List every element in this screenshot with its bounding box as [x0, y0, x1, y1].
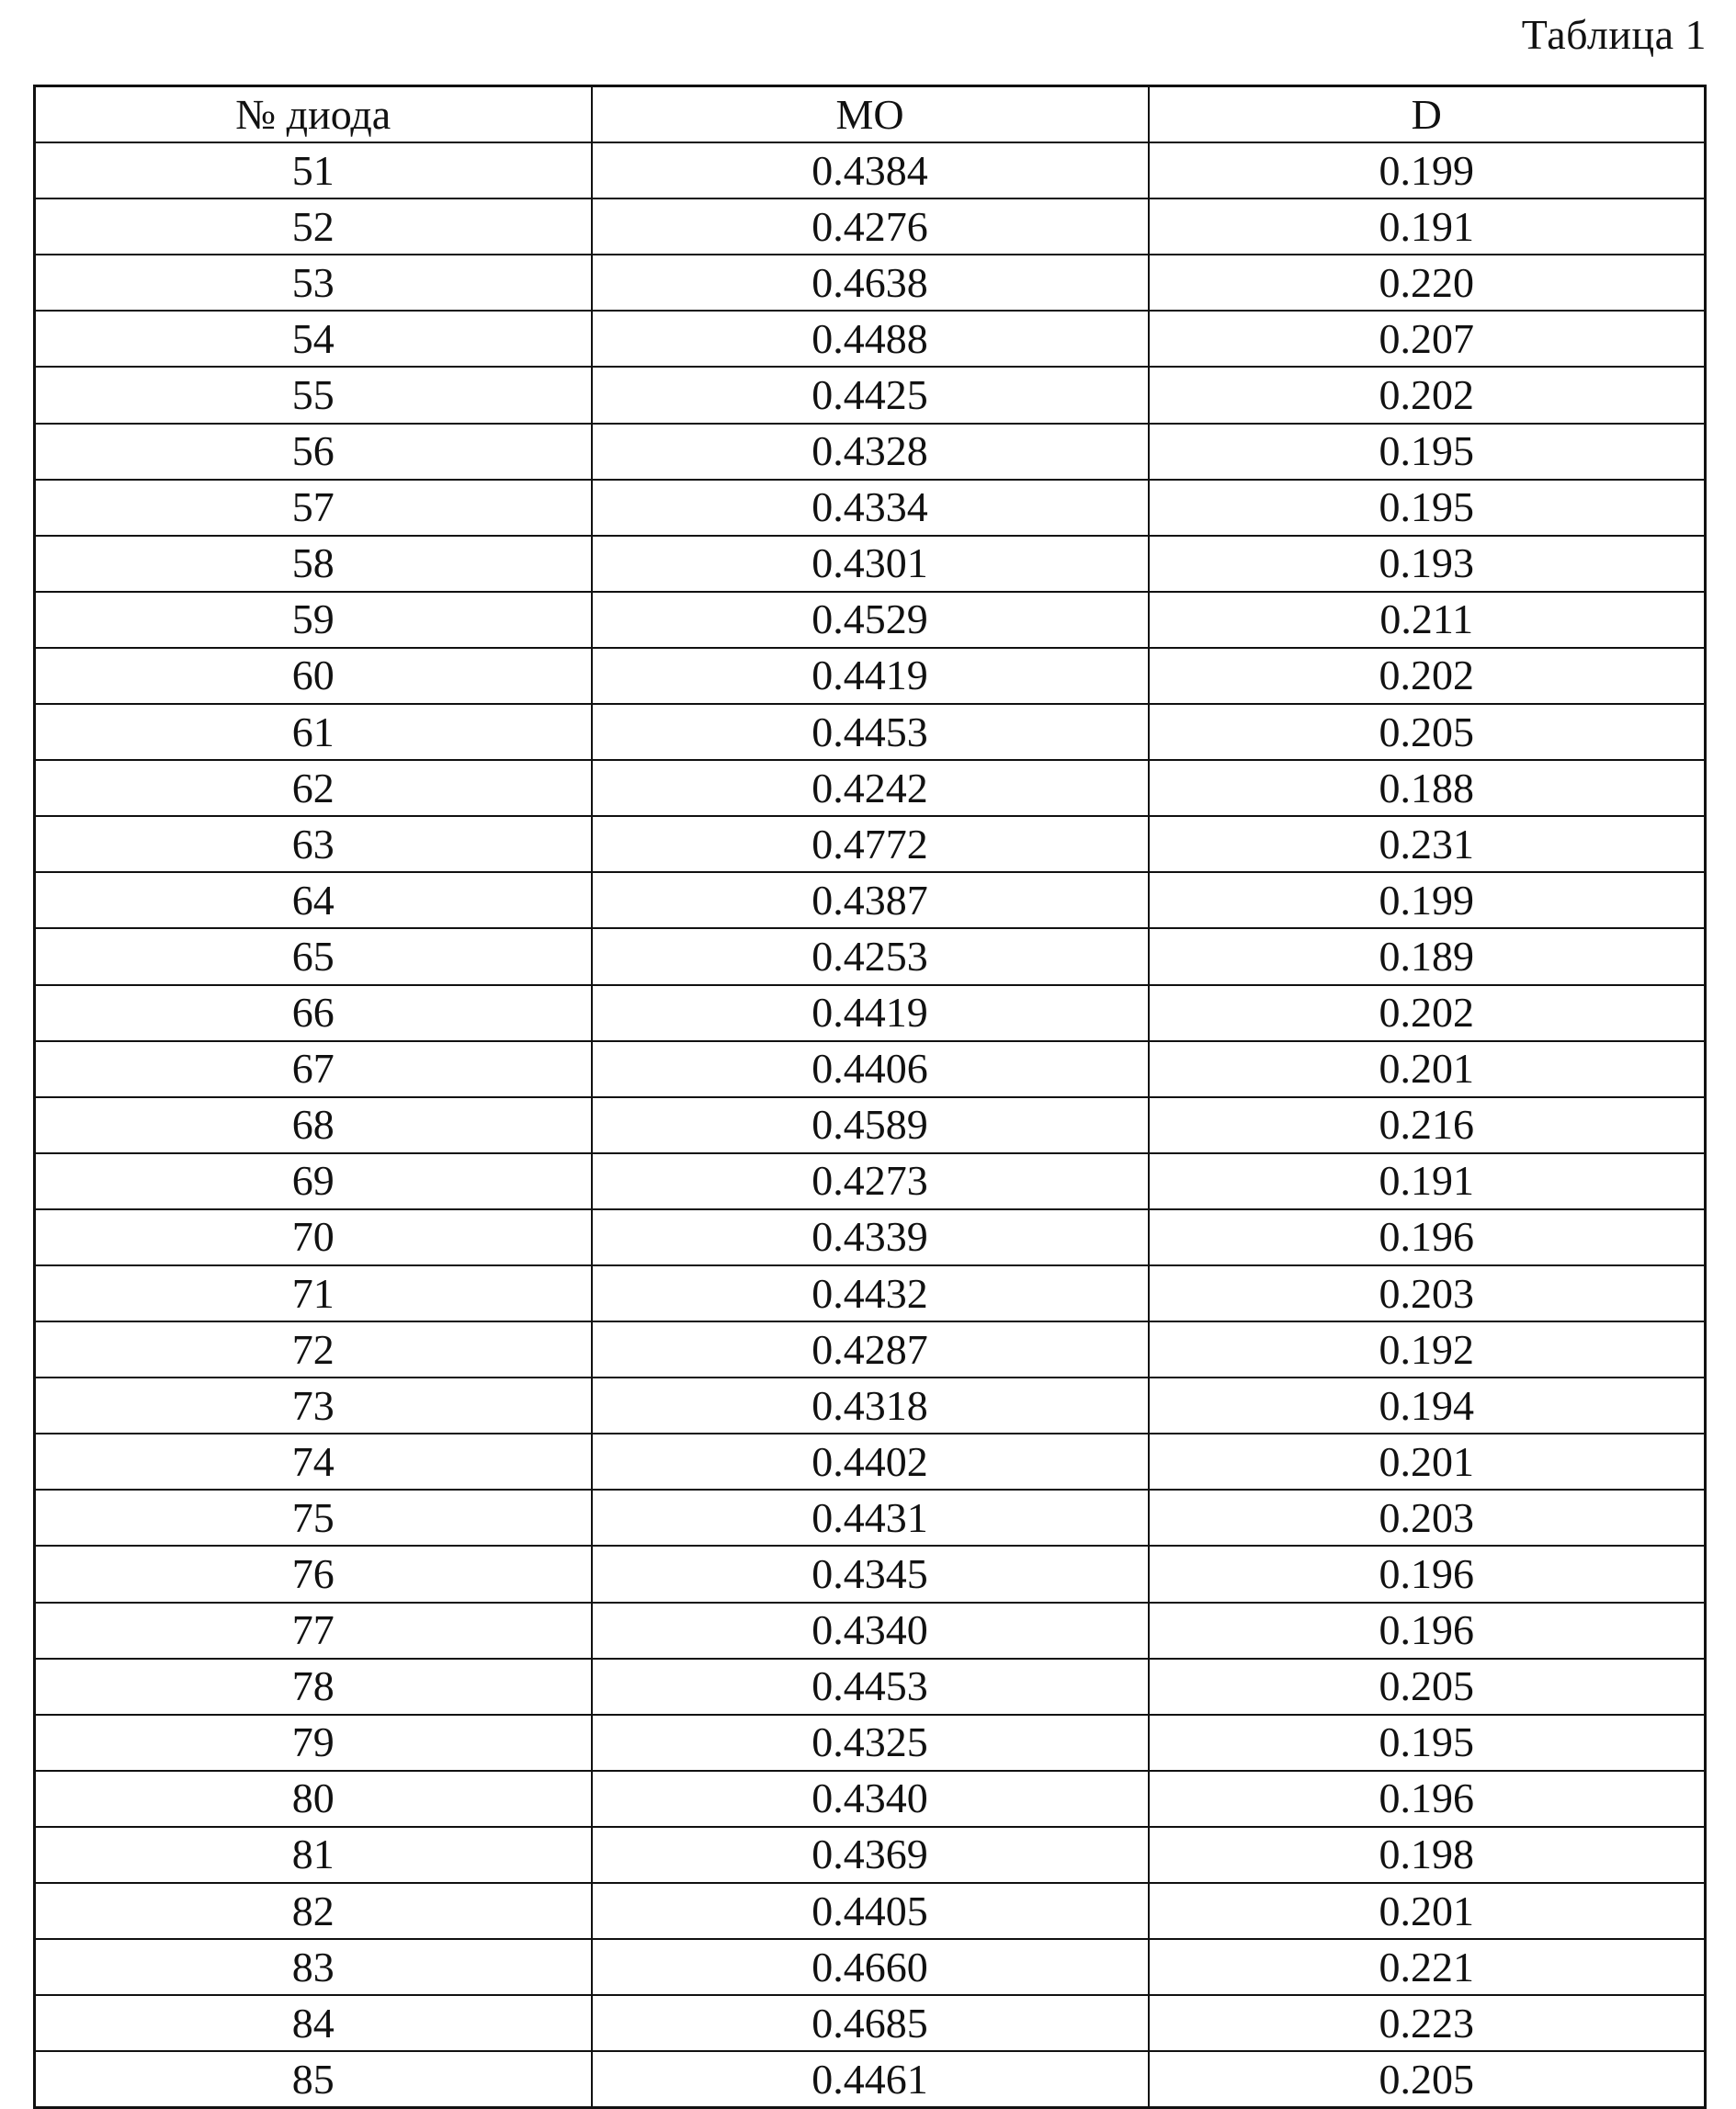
cell-d: 0.205	[1149, 704, 1706, 760]
cell-diode-number: 54	[35, 311, 592, 367]
cell-mo: 0.4405	[592, 1883, 1149, 1939]
cell-diode-number: 57	[35, 480, 592, 536]
cell-d: 0.223	[1149, 1995, 1706, 2051]
table-row	[35, 928, 1706, 984]
table-row	[35, 1883, 1706, 1939]
cell-d: 0.211	[1149, 592, 1706, 648]
cell-mo: 0.4339	[592, 1209, 1149, 1265]
cell-mo: 0.4589	[592, 1097, 1149, 1153]
cell-diode-number: 82	[35, 1883, 592, 1939]
diode-table	[33, 85, 1707, 2109]
cell-d: 0.191	[1149, 198, 1706, 255]
table-row	[35, 816, 1706, 872]
table-header-row	[35, 86, 1706, 143]
table-row	[35, 1434, 1706, 1490]
cell-d: 0.203	[1149, 1265, 1706, 1321]
cell-d: 0.198	[1149, 1827, 1706, 1883]
cell-d: 0.195	[1149, 1715, 1706, 1771]
cell-diode-number: 53	[35, 255, 592, 311]
cell-diode-number: 51	[35, 142, 592, 198]
table-body	[35, 142, 1706, 2108]
cell-diode-number: 65	[35, 928, 592, 984]
cell-d: 0.202	[1149, 648, 1706, 704]
cell-diode-number: 59	[35, 592, 592, 648]
table-row	[35, 1378, 1706, 1434]
cell-mo: 0.4431	[592, 1490, 1149, 1546]
cell-diode-number: 79	[35, 1715, 592, 1771]
header-mo: МО	[592, 86, 1149, 143]
cell-diode-number: 56	[35, 424, 592, 480]
table-row	[35, 2051, 1706, 2108]
cell-d: 0.189	[1149, 928, 1706, 984]
cell-diode-number: 60	[35, 648, 592, 704]
cell-mo: 0.4772	[592, 816, 1149, 872]
table-row	[35, 142, 1706, 198]
cell-diode-number: 71	[35, 1265, 592, 1321]
cell-mo: 0.4242	[592, 760, 1149, 816]
cell-mo: 0.4325	[592, 1715, 1149, 1771]
table-row	[35, 872, 1706, 928]
table-row	[35, 1659, 1706, 1715]
table-row	[35, 367, 1706, 423]
cell-diode-number: 77	[35, 1603, 592, 1659]
table-row	[35, 198, 1706, 255]
header-diode-number: № диода	[35, 86, 592, 143]
table-row	[35, 1097, 1706, 1153]
cell-mo: 0.4453	[592, 704, 1149, 760]
cell-d: 0.201	[1149, 1434, 1706, 1490]
table-row	[35, 1771, 1706, 1827]
table-row	[35, 985, 1706, 1041]
table-row	[35, 1715, 1706, 1771]
cell-mo: 0.4318	[592, 1378, 1149, 1434]
cell-mo: 0.4345	[592, 1546, 1149, 1602]
cell-diode-number: 74	[35, 1434, 592, 1490]
cell-d: 0.196	[1149, 1546, 1706, 1602]
cell-mo: 0.4340	[592, 1603, 1149, 1659]
cell-diode-number: 62	[35, 760, 592, 816]
cell-mo: 0.4461	[592, 2051, 1149, 2108]
cell-d: 0.199	[1149, 142, 1706, 198]
cell-d: 0.216	[1149, 1097, 1706, 1153]
cell-mo: 0.4340	[592, 1771, 1149, 1827]
table-row	[35, 1939, 1706, 1995]
cell-d: 0.195	[1149, 424, 1706, 480]
cell-diode-number: 81	[35, 1827, 592, 1883]
header-d: D	[1149, 86, 1706, 143]
cell-d: 0.203	[1149, 1490, 1706, 1546]
cell-diode-number: 69	[35, 1153, 592, 1209]
cell-diode-number: 85	[35, 2051, 592, 2108]
cell-mo: 0.4488	[592, 311, 1149, 367]
cell-mo: 0.4425	[592, 367, 1149, 423]
cell-d: 0.205	[1149, 2051, 1706, 2108]
cell-mo: 0.4419	[592, 648, 1149, 704]
cell-diode-number: 58	[35, 536, 592, 592]
cell-diode-number: 78	[35, 1659, 592, 1715]
cell-d: 0.221	[1149, 1939, 1706, 1995]
cell-mo: 0.4287	[592, 1321, 1149, 1378]
cell-diode-number: 61	[35, 704, 592, 760]
table-row	[35, 255, 1706, 311]
cell-mo: 0.4387	[592, 872, 1149, 928]
table-row	[35, 1041, 1706, 1097]
cell-diode-number: 52	[35, 198, 592, 255]
cell-d: 0.199	[1149, 872, 1706, 928]
cell-diode-number: 68	[35, 1097, 592, 1153]
cell-diode-number: 64	[35, 872, 592, 928]
table-row	[35, 480, 1706, 536]
cell-d: 0.220	[1149, 255, 1706, 311]
table-row	[35, 648, 1706, 704]
table-row	[35, 1546, 1706, 1602]
cell-mo: 0.4273	[592, 1153, 1149, 1209]
cell-diode-number: 66	[35, 985, 592, 1041]
cell-diode-number: 67	[35, 1041, 592, 1097]
cell-mo: 0.4453	[592, 1659, 1149, 1715]
cell-mo: 0.4276	[592, 198, 1149, 255]
table-row	[35, 311, 1706, 367]
table-caption: Таблица 1	[1522, 7, 1707, 62]
cell-mo: 0.4529	[592, 592, 1149, 648]
cell-d: 0.188	[1149, 760, 1706, 816]
table-row	[35, 1603, 1706, 1659]
table-row	[35, 1209, 1706, 1265]
cell-mo: 0.4301	[592, 536, 1149, 592]
cell-d: 0.205	[1149, 1659, 1706, 1715]
cell-d: 0.201	[1149, 1883, 1706, 1939]
cell-d: 0.202	[1149, 367, 1706, 423]
cell-mo: 0.4432	[592, 1265, 1149, 1321]
table-row	[35, 1321, 1706, 1378]
cell-d: 0.202	[1149, 985, 1706, 1041]
cell-d: 0.207	[1149, 311, 1706, 367]
cell-mo: 0.4660	[592, 1939, 1149, 1995]
cell-mo: 0.4328	[592, 424, 1149, 480]
cell-diode-number: 75	[35, 1490, 592, 1546]
cell-mo: 0.4334	[592, 480, 1149, 536]
cell-d: 0.196	[1149, 1771, 1706, 1827]
table-row	[35, 1827, 1706, 1883]
table-row	[35, 1153, 1706, 1209]
cell-mo: 0.4638	[592, 255, 1149, 311]
table-row	[35, 1490, 1706, 1546]
cell-d: 0.194	[1149, 1378, 1706, 1434]
cell-diode-number: 73	[35, 1378, 592, 1434]
cell-d: 0.191	[1149, 1153, 1706, 1209]
cell-diode-number: 83	[35, 1939, 592, 1995]
table-row	[35, 536, 1706, 592]
cell-d: 0.192	[1149, 1321, 1706, 1378]
table-row	[35, 704, 1706, 760]
cell-diode-number: 84	[35, 1995, 592, 2051]
cell-d: 0.231	[1149, 816, 1706, 872]
cell-diode-number: 76	[35, 1546, 592, 1602]
cell-mo: 0.4402	[592, 1434, 1149, 1490]
cell-diode-number: 72	[35, 1321, 592, 1378]
cell-d: 0.201	[1149, 1041, 1706, 1097]
cell-d: 0.196	[1149, 1603, 1706, 1659]
table-row	[35, 1995, 1706, 2051]
table-row	[35, 424, 1706, 480]
cell-mo: 0.4384	[592, 142, 1149, 198]
cell-mo: 0.4419	[592, 985, 1149, 1041]
cell-diode-number: 80	[35, 1771, 592, 1827]
cell-d: 0.196	[1149, 1209, 1706, 1265]
cell-mo: 0.4406	[592, 1041, 1149, 1097]
cell-diode-number: 70	[35, 1209, 592, 1265]
cell-d: 0.195	[1149, 480, 1706, 536]
cell-diode-number: 55	[35, 367, 592, 423]
cell-mo: 0.4253	[592, 928, 1149, 984]
cell-d: 0.193	[1149, 536, 1706, 592]
cell-mo: 0.4685	[592, 1995, 1149, 2051]
table-row	[35, 760, 1706, 816]
cell-mo: 0.4369	[592, 1827, 1149, 1883]
table-row	[35, 592, 1706, 648]
cell-diode-number: 63	[35, 816, 592, 872]
table-row	[35, 1265, 1706, 1321]
